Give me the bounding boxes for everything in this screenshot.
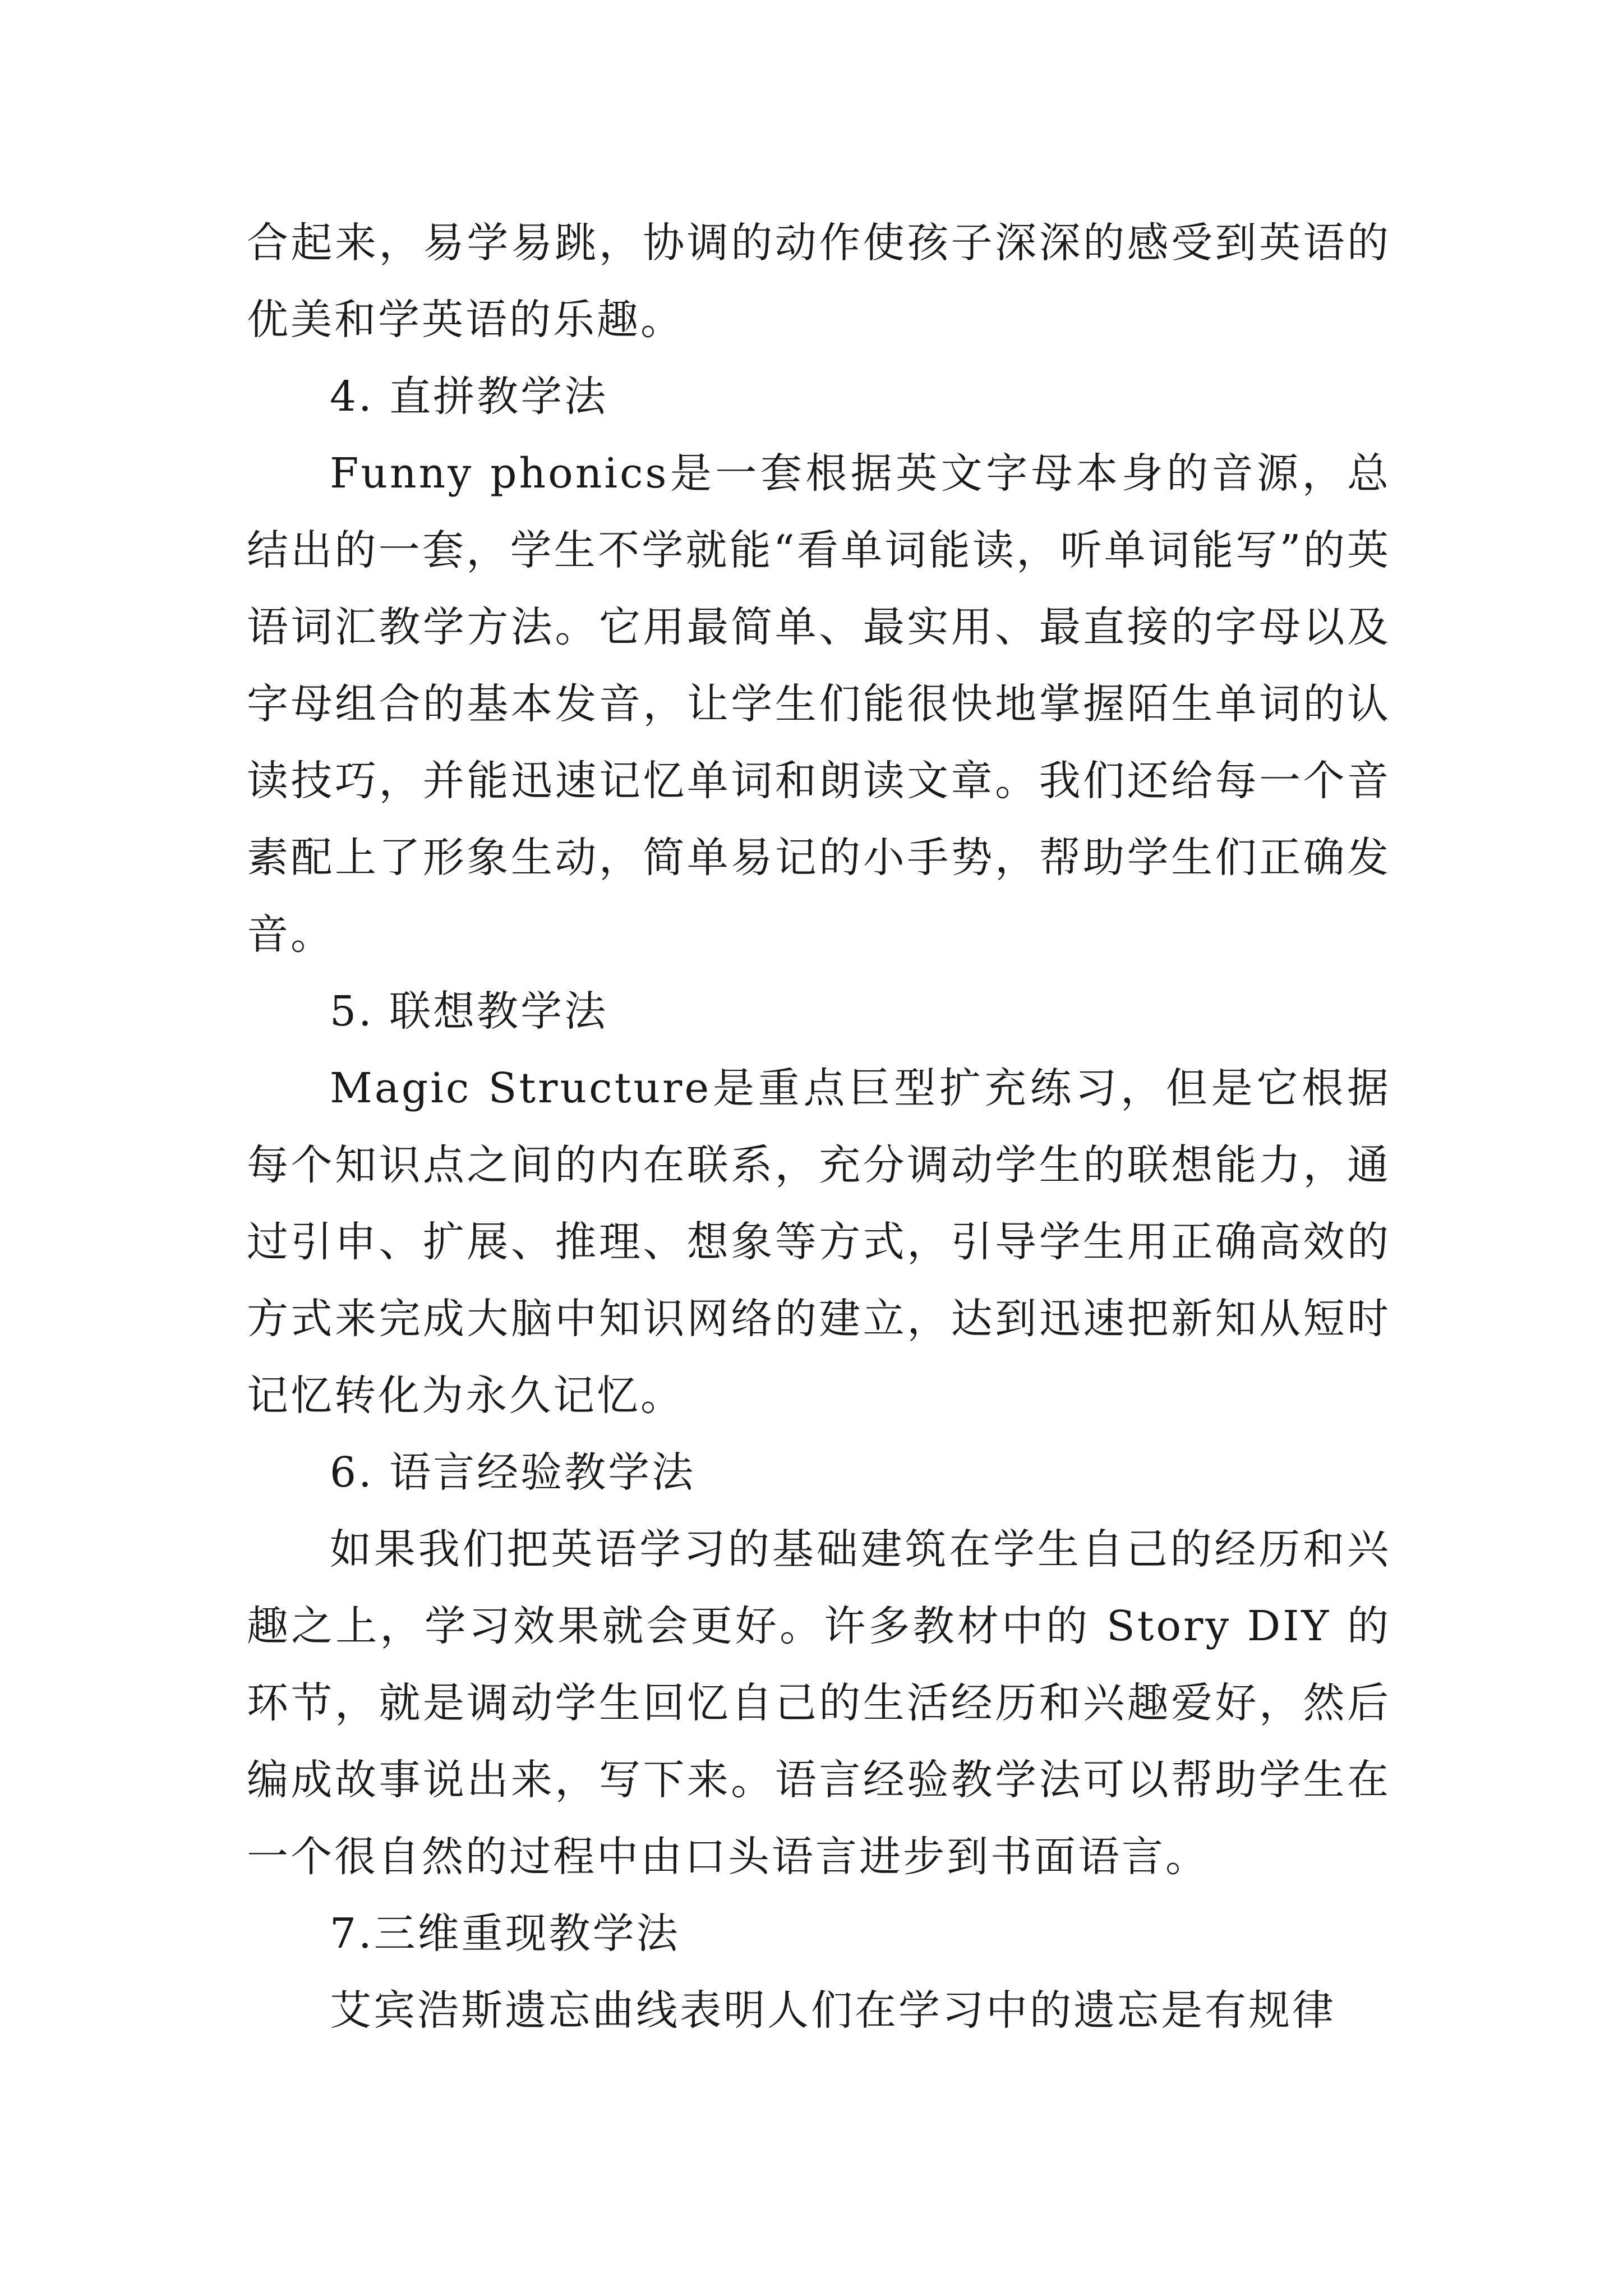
paragraph-language-experience: 如果我们把英语学习的基础建筑在学生自己的经历和兴趣之上，学习效果就会更好。许多教材中的 Story DIY 的环节，就是调动学生回忆自己的生活经历和兴趣爱好，然后编成故事说出来，写下来。语言经验教学法可以帮助学生在一个很自然的过程中由口头语言进步到书面语言。 [247, 1525, 1391, 1881]
section-heading-6: 6. 语言经验教学法 [330, 1448, 696, 1497]
section-heading-7: 7.三维重现教学法 [330, 1910, 680, 1958]
document-body [247, 205, 1391, 2049]
section-heading-4: 4. 直拼教学法 [330, 372, 608, 421]
paragraph-association: Magic Structure是重点巨型扩充练习，但是它根据每个知识点之间的内在联系，充分调动学生的联想能力，通过引申、扩展、推理、想象等方式，引导学生用正确高效的方式来完成大脑中知识网络的建立，达到迅速把新知从短时记忆转化为永久记忆。 [247, 1064, 1391, 1420]
section-heading-5: 5. 联想教学法 [330, 987, 608, 1036]
paragraph-continuation: 合起来，易学易跳，协调的动作使孩子深深的感受到英语的优美和学英语的乐趣。 [247, 219, 1391, 344]
paragraph-phonics: Funny phonics是一套根据英文字母本身的音源，总结出的一套，学生不学就能“看单词能读，听单词能写”的英语词汇教学方法。它用最简单、最实用、最直接的字母以及字母组合的基本发音，让学生们能很快地掌握陌生单词的认读技巧，并能迅速记忆单词和朗读文章。我们还给每一个音素配上了形象生动，简单易记的小手势，帮助学生们正确发音。 [247, 449, 1391, 959]
paragraph-forgetting-curve: 艾宾浩斯遗忘曲线表明人们在学习中的遗忘是有规律 [330, 1986, 1336, 2035]
